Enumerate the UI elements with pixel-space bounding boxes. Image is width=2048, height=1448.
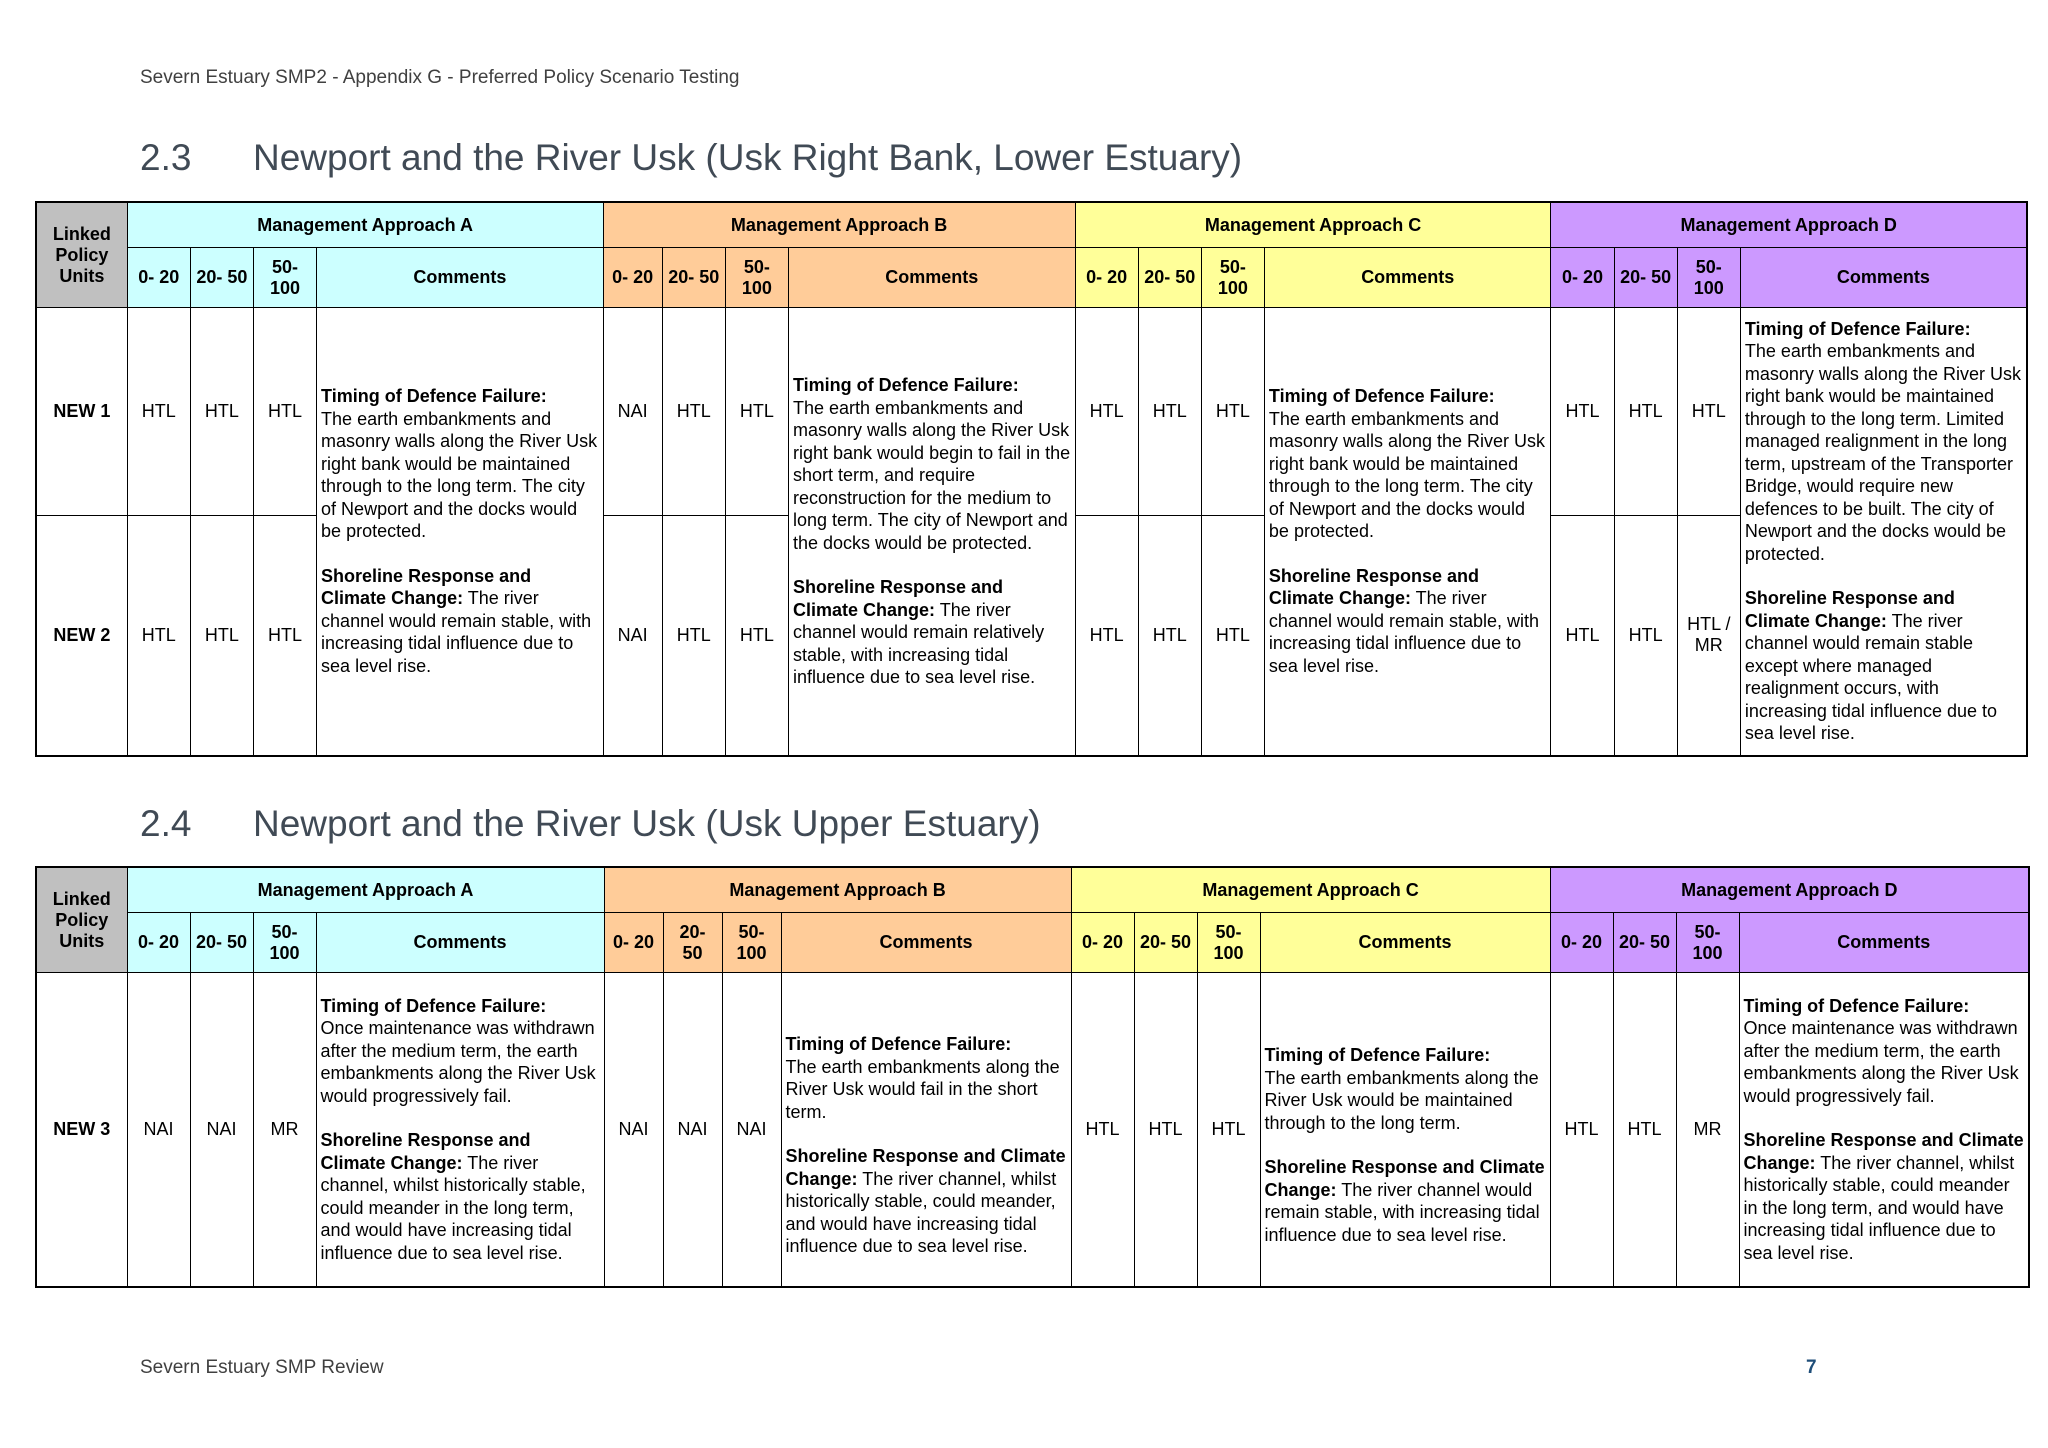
policy-code: NAI bbox=[190, 973, 253, 1287]
epoch-header: 0- 20 bbox=[604, 913, 663, 973]
approach-b-header: Management Approach B bbox=[603, 202, 1075, 248]
policy-code: NAI bbox=[663, 973, 722, 1287]
comment-text: The river channel, whilst historically stable, could meander in the long term, and would have increasing tidal influence due to sea level rise. bbox=[320, 1152, 586, 1263]
policy-code: HTL bbox=[1677, 308, 1740, 516]
epoch-header: 0- 20 bbox=[1075, 248, 1138, 308]
epoch-header: 20- 50 bbox=[1613, 913, 1676, 973]
policy-code: HTL bbox=[127, 516, 190, 756]
approach-a-header: Management Approach A bbox=[127, 202, 603, 248]
comment-cell bbox=[1740, 308, 2027, 756]
comment-label: Shoreline Response and Climate Change: bbox=[792, 577, 1004, 620]
policy-code: HTL bbox=[725, 308, 788, 516]
epoch-header: 20- 50 bbox=[190, 913, 253, 973]
policy-unit-label: NEW 2 bbox=[36, 516, 127, 756]
policy-code: HTL bbox=[190, 308, 253, 516]
comment-label: Shoreline Response and Climate Change: bbox=[1744, 588, 1955, 631]
running-footer: Severn Estuary SMP Review bbox=[140, 1357, 384, 1378]
policy-code: HTL bbox=[1138, 516, 1201, 756]
epoch-header: 20- 50 bbox=[1614, 248, 1677, 308]
comments-header: Comments bbox=[316, 913, 604, 973]
comment-cell bbox=[1739, 973, 2029, 1287]
comments-header: Comments bbox=[1740, 248, 2027, 308]
comment-text: The earth embankments and masonry walls along the River Usk right bank would be maintained through to the long term. The city of Newport and the docks would be protected. bbox=[1268, 408, 1546, 542]
comments-header: Comments bbox=[317, 248, 604, 308]
comments-header: Comments bbox=[781, 913, 1071, 973]
policy-code: HTL bbox=[190, 516, 253, 756]
epoch-header: 20- 50 bbox=[190, 248, 253, 308]
comment-text: The river channel would remain stable except where managed realignment occurs, with increasing tidal influence due to sea level rise. bbox=[1744, 610, 1998, 744]
policy-code: HTL bbox=[1197, 973, 1260, 1287]
epoch-header: 50- 100 bbox=[722, 913, 781, 973]
comment-text: Once maintenance was withdrawn after the medium term, the earth embankments along the River Usk would progressively fail. bbox=[320, 1018, 596, 1106]
comment-text: The earth embankments and masonry walls along the River Usk right bank would be maintained through to the long term. Limited managed realignment in the long term, upstream of the Transporter Bridge, would require new defences to be built. The city of Newport and the docks would be protected. bbox=[1744, 341, 2021, 564]
policy-unit-label: NEW 3 bbox=[36, 973, 127, 1287]
comment-cell bbox=[781, 973, 1071, 1287]
comment-text: The earth embankments and masonry walls along the River Usk right bank would begin to fail in the short term, and require reconstruction for the medium to long term. The city of Newport and the docks would be protected. bbox=[792, 397, 1071, 553]
comment-text: The river channel would remain relatively stable, with increasing tidal influence due to sea level rise. bbox=[792, 599, 1045, 687]
epoch-header: 0- 20 bbox=[127, 248, 190, 308]
section-number: 2.4 bbox=[140, 803, 192, 844]
policy-code: HTL bbox=[1551, 308, 1614, 516]
epoch-header: 50- 100 bbox=[725, 248, 788, 308]
comment-label: Shoreline Response and Climate Change: bbox=[1264, 1157, 1545, 1200]
policy-code: HTL bbox=[1201, 308, 1264, 516]
epoch-header: 50- 100 bbox=[1201, 248, 1264, 308]
comment-label: Shoreline Response and Climate Change: bbox=[1268, 565, 1479, 609]
policy-code: HTL bbox=[1614, 516, 1677, 756]
policy-code: HTL bbox=[1071, 973, 1134, 1287]
comment-label: Shoreline Response and Climate Change: bbox=[1743, 1130, 2024, 1173]
policy-code: HTL bbox=[253, 308, 316, 516]
policy-code: HTL bbox=[1613, 973, 1676, 1287]
epoch-header: 20- 50 bbox=[663, 913, 722, 973]
comment-label: Timing of Defence Failure: bbox=[320, 995, 547, 1016]
policy-unit-label: NEW 1 bbox=[36, 308, 127, 516]
running-header: Severn Estuary SMP2 - Appendix G - Preferred Policy Scenario Testing bbox=[140, 67, 740, 88]
comments-header: Comments bbox=[1264, 248, 1551, 308]
table-row bbox=[36, 973, 2029, 1287]
approach-b-header: Management Approach B bbox=[604, 867, 1071, 913]
epoch-header: 50- 100 bbox=[1197, 913, 1260, 973]
comment-cell bbox=[1264, 308, 1551, 756]
policy-code: NAI bbox=[603, 516, 662, 756]
policy-code: NAI bbox=[604, 973, 663, 1287]
page-number: 7 bbox=[1806, 1357, 1817, 1378]
comment-label: Timing of Defence Failure: bbox=[792, 375, 1019, 395]
policy-code: HTL bbox=[1075, 308, 1138, 516]
policy-code: HTL bbox=[1551, 516, 1614, 756]
approach-d-header: Management Approach D bbox=[1551, 202, 2027, 248]
epoch-header: 0- 20 bbox=[1551, 248, 1614, 308]
comment-label: Timing of Defence Failure: bbox=[1264, 1045, 1491, 1066]
section-title: Newport and the River Usk (Usk Right Bank, Lower Estuary) bbox=[253, 137, 1243, 178]
section-heading-2-4 bbox=[140, 803, 1041, 845]
comment-text: The earth embankments and masonry walls along the River Usk right bank would be maintained through to the long term. The city of Newport and the docks would be protected. bbox=[321, 408, 598, 542]
policy-code: HTL bbox=[725, 516, 788, 756]
linked-policy-units-header: Linked Policy Units bbox=[36, 202, 127, 308]
table-row bbox=[36, 308, 2027, 516]
policy-code: HTL bbox=[127, 308, 190, 516]
comment-text: The river channel would remain stable, with increasing tidal influence due to sea level rise. bbox=[1264, 1179, 1540, 1245]
policy-table-2-4 bbox=[35, 866, 2030, 1288]
epoch-header: 20- 50 bbox=[662, 248, 725, 308]
approach-c-header: Management Approach C bbox=[1075, 202, 1551, 248]
comment-label: Timing of Defence Failure: bbox=[785, 1034, 1012, 1054]
comment-label: Timing of Defence Failure: bbox=[1744, 318, 1971, 339]
policy-code: HTL bbox=[253, 516, 316, 756]
epoch-header: 0- 20 bbox=[127, 913, 190, 973]
epoch-header: 20- 50 bbox=[1134, 913, 1197, 973]
policy-code: HTL bbox=[1201, 516, 1264, 756]
epoch-header: 0- 20 bbox=[603, 248, 662, 308]
comment-cell bbox=[317, 308, 604, 756]
policy-code: NAI bbox=[127, 973, 190, 1287]
comment-text: The river channel would remain stable, with increasing tidal influence due to sea level rise. bbox=[1268, 588, 1540, 676]
approach-d-header: Management Approach D bbox=[1550, 867, 2029, 913]
comment-label: Shoreline Response and Climate Change: bbox=[321, 565, 532, 609]
comments-header: Comments bbox=[1260, 913, 1550, 973]
linked-policy-units-header: Linked Policy Units bbox=[36, 867, 127, 973]
epoch-header: 50- 100 bbox=[253, 913, 316, 973]
policy-code: MR bbox=[253, 973, 316, 1287]
epoch-header: 50- 100 bbox=[1677, 248, 1740, 308]
policy-code: HTL bbox=[662, 308, 725, 516]
policy-code: HTL bbox=[1614, 308, 1677, 516]
comment-label: Shoreline Response and Climate Change: bbox=[320, 1130, 531, 1173]
epoch-header: 50- 100 bbox=[253, 248, 316, 308]
comment-text: The river channel, whilst historically stable, could meander, and would have increasing tidal influence due to sea level rise. bbox=[785, 1168, 1057, 1256]
policy-code: HTL bbox=[1075, 516, 1138, 756]
comment-text: The river channel would remain stable, with increasing tidal influence due to sea level rise. bbox=[321, 588, 592, 676]
policy-code: MR bbox=[1676, 973, 1739, 1287]
policy-code: HTL bbox=[1550, 973, 1613, 1287]
comments-header: Comments bbox=[788, 248, 1075, 308]
comment-cell bbox=[316, 973, 604, 1287]
comment-text: Once maintenance was withdrawn after the medium term, the earth embankments along the River Usk would progressively fail. bbox=[1743, 1018, 2019, 1106]
comment-label: Timing of Defence Failure: bbox=[1268, 386, 1495, 407]
section-number: 2.3 bbox=[140, 137, 192, 178]
approach-c-header: Management Approach C bbox=[1071, 867, 1550, 913]
section-title: Newport and the River Usk (Usk Upper Estuary) bbox=[253, 803, 1041, 844]
epoch-header: 20- 50 bbox=[1138, 248, 1201, 308]
comment-label: Timing of Defence Failure: bbox=[321, 386, 547, 407]
epoch-header: 0- 20 bbox=[1550, 913, 1613, 973]
comment-text: The earth embankments along the River Usk would fail in the short term. bbox=[785, 1056, 1060, 1122]
policy-code: NAI bbox=[722, 973, 781, 1287]
comment-text: The earth embankments along the River Usk would be maintained through to the long term. bbox=[1264, 1067, 1539, 1133]
comment-label: Shoreline Response and Climate Change: bbox=[785, 1146, 1066, 1189]
policy-code: NAI bbox=[603, 308, 662, 516]
comment-cell bbox=[788, 308, 1075, 756]
comment-cell bbox=[1260, 973, 1550, 1287]
policy-code: HTL / MR bbox=[1677, 516, 1740, 756]
epoch-header: 50- 100 bbox=[1676, 913, 1739, 973]
policy-table-2-3 bbox=[35, 201, 2028, 757]
comments-header: Comments bbox=[1739, 913, 2029, 973]
comment-label: Timing of Defence Failure: bbox=[1743, 995, 1970, 1016]
approach-a-header: Management Approach A bbox=[127, 867, 604, 913]
epoch-header: 0- 20 bbox=[1071, 913, 1134, 973]
comment-text: The river channel, whilst historically stable, could meander in the long term, and would have increasing tidal influence due to sea level rise. bbox=[1743, 1152, 2015, 1263]
section-heading-2-3 bbox=[140, 137, 1242, 179]
policy-code: HTL bbox=[1138, 308, 1201, 516]
policy-code: HTL bbox=[1134, 973, 1197, 1287]
policy-code: HTL bbox=[662, 516, 725, 756]
